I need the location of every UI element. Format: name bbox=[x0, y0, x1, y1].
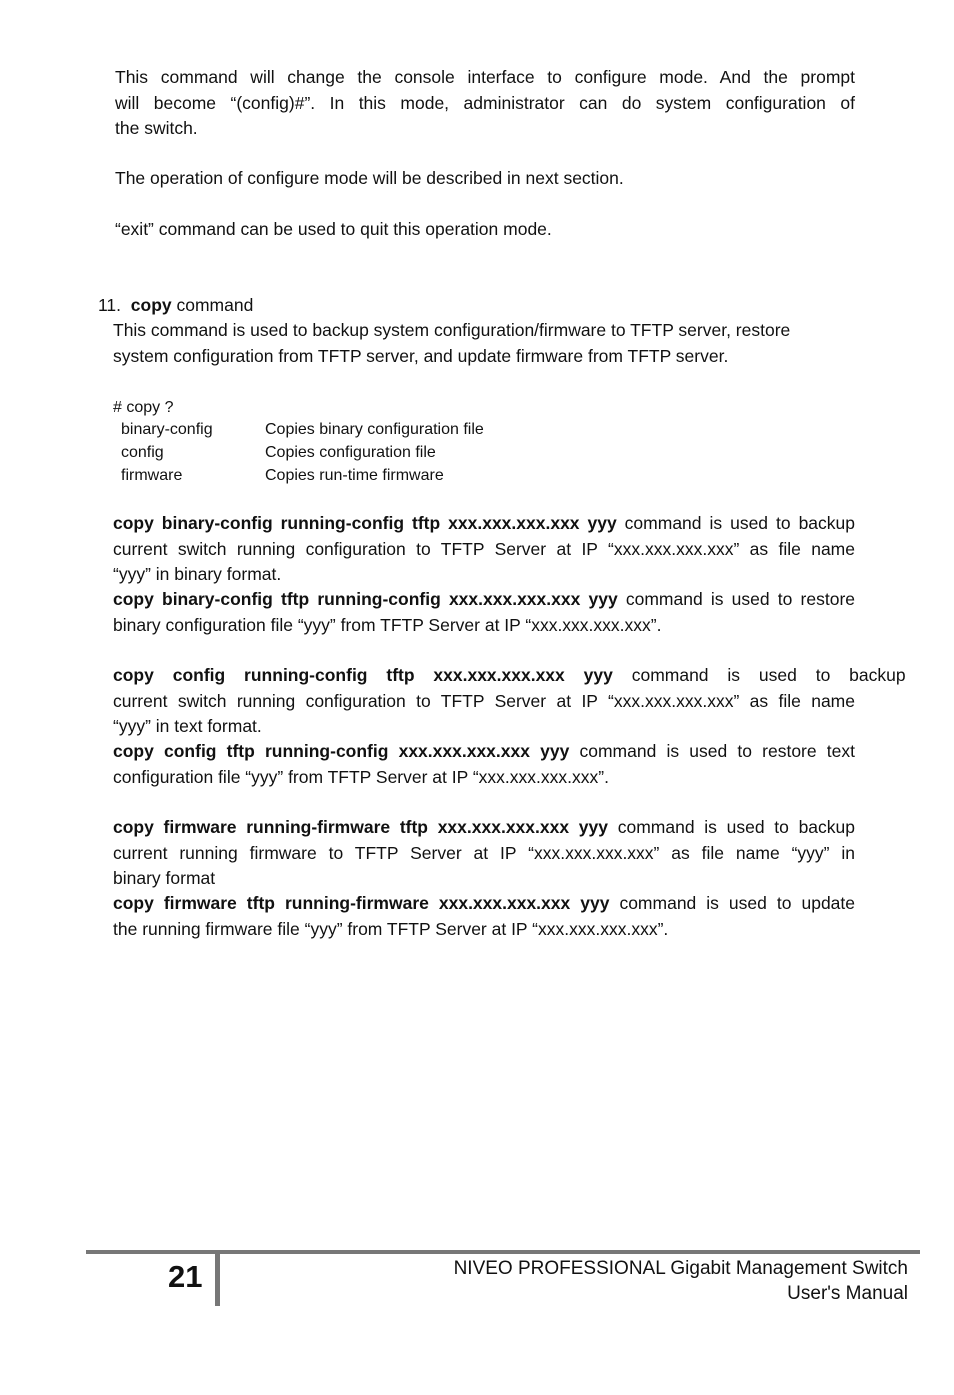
page-number: 21 bbox=[168, 1259, 203, 1294]
command-syntax: copy binary-config running-config tftp xxx.xxx.xxx.xxx yyy bbox=[113, 513, 617, 533]
footer-title-line-2: User's Manual bbox=[787, 1283, 908, 1304]
help-listing bbox=[113, 396, 613, 491]
help-row bbox=[113, 464, 613, 487]
command-line bbox=[113, 891, 855, 917]
section-description bbox=[113, 318, 855, 369]
command-text: command is used to update bbox=[609, 893, 856, 913]
command-syntax: copy config tftp running-config xxx.xxx.xxx.xxx yyy bbox=[113, 741, 570, 761]
command-paragraph bbox=[113, 663, 906, 740]
intro-line: the switch. bbox=[115, 118, 198, 138]
section-title-rest: command bbox=[171, 295, 254, 315]
command-text: command is used to backup bbox=[608, 817, 855, 837]
command-paragraph bbox=[113, 891, 855, 942]
footer-divider bbox=[215, 1253, 220, 1306]
command-line bbox=[113, 511, 855, 537]
command-text: command is used to backup bbox=[612, 665, 906, 685]
command-line: “yyy” in text format. bbox=[113, 716, 262, 736]
command-syntax: copy firmware tftp running-firmware xxx.xxx.xxx.xxx yyy bbox=[113, 893, 610, 913]
command-paragraph bbox=[113, 815, 855, 892]
intro-paragraph-2: The operation of configure mode will be described in next section. bbox=[115, 168, 624, 188]
command-line: binary format bbox=[113, 868, 216, 888]
command-syntax: copy firmware running-firmware tftp xxx.xxx.xxx.xxx yyy bbox=[113, 817, 608, 837]
footer-title bbox=[454, 1256, 908, 1306]
help-description: Copies run-time firmware bbox=[265, 467, 444, 484]
help-description: Copies configuration file bbox=[265, 444, 436, 461]
description-line: This command is used to backup system configuration/firmware to TFTP server, restore bbox=[113, 320, 791, 340]
command-text: command is used to backup bbox=[616, 513, 855, 533]
command-line: current switch running configuration to TFTP Server at IP “xxx.xxx.xxx.xxx” as file name bbox=[113, 538, 855, 559]
footer-title-line-1: NIVEO PROFESSIONAL Gigabit Management Switch bbox=[453, 1258, 908, 1279]
section-number: 11. bbox=[98, 295, 122, 315]
section-keyword: copy bbox=[130, 295, 172, 315]
command-line: binary configuration file “yyy” from TFTP Server at IP “xxx.xxx.xxx.xxx”. bbox=[113, 614, 662, 635]
footer-rule bbox=[86, 1250, 920, 1254]
command-line bbox=[113, 587, 855, 613]
command-paragraph bbox=[113, 739, 855, 790]
help-description: Copies binary configuration file bbox=[265, 421, 484, 438]
help-option: config bbox=[121, 444, 164, 461]
command-text: command is used to restore bbox=[617, 589, 856, 609]
command-line: “yyy” in binary format. bbox=[113, 564, 282, 584]
intro-paragraph-3: “exit” command can be used to quit this operation mode. bbox=[115, 219, 552, 239]
help-row bbox=[113, 418, 613, 441]
intro-line: This command will change the console interface to configure mode. And the prompt bbox=[115, 67, 855, 87]
help-row bbox=[113, 441, 613, 464]
command-line bbox=[113, 739, 855, 765]
command-syntax: copy config running-config tftp xxx.xxx.xxx.xxx yyy bbox=[113, 665, 613, 685]
command-line bbox=[113, 663, 906, 689]
help-option: binary-config bbox=[121, 421, 213, 438]
command-syntax: copy binary-config tftp running-config xxx.xxx.xxx.xxx yyy bbox=[113, 589, 618, 609]
command-line: current switch running configuration to TFTP Server at IP “xxx.xxx.xxx.xxx” as file name bbox=[113, 690, 855, 711]
command-paragraph bbox=[113, 511, 855, 588]
command-line: configuration file “yyy” from TFTP Server at IP “xxx.xxx.xxx.xxx”. bbox=[113, 766, 609, 787]
command-line: current running firmware to TFTP Server at IP “xxx.xxx.xxx.xxx” as file name “yyy” in bbox=[113, 842, 855, 863]
intro-line: will become “(config)#”. In this mode, administrator can do system configuration of bbox=[115, 92, 855, 113]
command-text: command is used to restore text bbox=[569, 741, 855, 761]
intro-paragraph-1 bbox=[115, 65, 855, 142]
description-line: system configuration from TFTP server, and update firmware from TFTP server. bbox=[113, 345, 729, 366]
help-prompt: # copy ? bbox=[113, 399, 174, 416]
help-option: firmware bbox=[121, 467, 183, 484]
command-paragraph bbox=[113, 587, 855, 638]
command-line bbox=[113, 815, 855, 841]
command-line: the running firmware file “yyy” from TFTP Server at IP “xxx.xxx.xxx.xxx”. bbox=[113, 918, 669, 939]
section-heading bbox=[98, 293, 253, 319]
